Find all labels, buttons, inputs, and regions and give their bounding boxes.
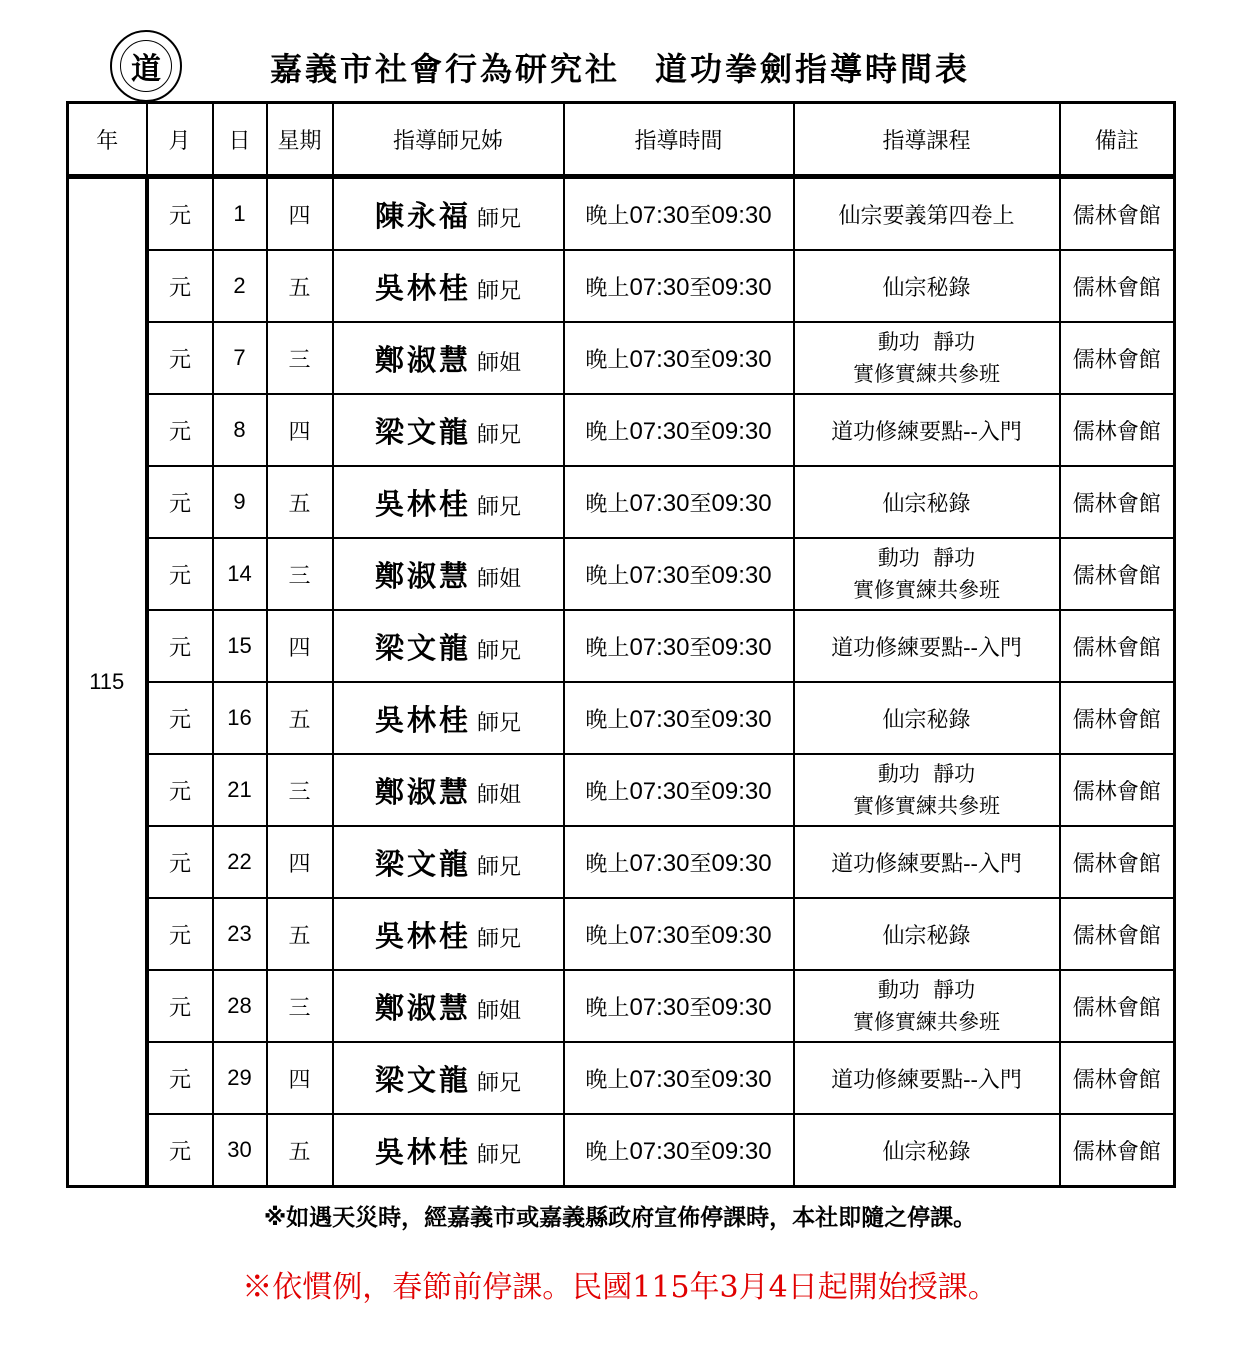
time-prefix: 晚上 [585,923,630,949]
month-cell: 元 [147,538,213,610]
course-cell [794,250,1060,322]
teacher-cell [333,610,564,682]
table-row [68,1042,1175,1114]
teacher-name: 吳林桂 [374,702,471,737]
time-end: 09:30 [711,201,772,229]
time-start: 07:30 [629,705,690,733]
teacher-title: 師兄 [477,1070,522,1096]
time-end: 09:30 [711,345,772,373]
day-cell: 21 [213,754,267,826]
remark-cell: 儒林會館 [1060,610,1175,682]
teacher-title: 師兄 [477,926,522,952]
month-cell: 元 [147,466,213,538]
time-end: 09:30 [711,1065,772,1093]
time-start: 07:30 [629,201,690,229]
time-end: 09:30 [711,849,772,877]
teacher-cell [333,970,564,1042]
weekday-cell: 三 [267,322,333,394]
course-name: 仙宗秘錄 [882,923,971,949]
time-start: 07:30 [629,1137,690,1165]
table-row [68,610,1175,682]
time-prefix: 晚上 [585,1139,630,1165]
table-row [68,754,1175,826]
month-cell: 元 [147,826,213,898]
time-end: 09:30 [711,921,772,949]
remark-cell: 儒林會館 [1060,538,1175,610]
remark-cell: 儒林會館 [1060,970,1175,1042]
remark-cell: 儒林會館 [1060,754,1175,826]
time-separator: 至 [689,347,712,373]
month-cell: 元 [147,610,213,682]
time-prefix: 晚上 [585,1067,630,1093]
time-cell [564,610,794,682]
weekday-cell: 四 [267,394,333,466]
teacher-name: 梁文龍 [374,630,471,665]
month-cell: 元 [147,682,213,754]
column-header-teacher: 指導師兄姊 [333,103,564,177]
course-name: 道功修練要點--入門 [831,635,1022,661]
time-separator: 至 [689,995,712,1021]
schedule-body [68,177,1175,1187]
time-end: 09:30 [711,705,772,733]
notice-holiday: ※依慣例，春節前停課。民國115年3月4日起開始授課。 [242,1270,998,1305]
time-separator: 至 [689,491,712,517]
teacher-title: 師兄 [477,854,522,880]
weekday-cell: 五 [267,1114,333,1187]
column-header-weekday: 星期 [267,103,333,177]
day-cell: 9 [213,466,267,538]
time-start: 07:30 [629,273,690,301]
time-separator: 至 [689,1139,712,1165]
time-cell [564,754,794,826]
teacher-cell [333,826,564,898]
time-start: 07:30 [629,849,690,877]
time-prefix: 晚上 [585,563,630,589]
teacher-cell [333,682,564,754]
course-name: 仙宗要義第四卷上 [838,203,1015,229]
weekday-cell: 四 [267,177,333,251]
time-start: 07:30 [629,417,690,445]
time-prefix: 晚上 [585,995,630,1021]
teacher-name: 梁文龍 [374,846,471,881]
teacher-title: 師兄 [477,638,522,664]
day-cell: 1 [213,177,267,251]
society-logo [110,30,182,102]
weekday-cell: 四 [267,610,333,682]
teacher-title: 師兄 [477,1142,522,1168]
time-end: 09:30 [711,633,772,661]
day-cell: 30 [213,1114,267,1187]
month-cell: 元 [147,1042,213,1114]
time-separator: 至 [689,923,712,949]
time-end: 09:30 [711,273,772,301]
course-cell [794,322,1060,394]
column-header-time: 指導時間 [564,103,794,177]
teacher-name: 吳林桂 [374,918,471,953]
time-start: 07:30 [629,489,690,517]
weekday-cell: 四 [267,1042,333,1114]
time-cell [564,1114,794,1187]
day-cell: 29 [213,1042,267,1114]
course-cell [794,538,1060,610]
course-cell [794,1114,1060,1187]
course-cell [794,394,1060,466]
month-cell: 元 [147,970,213,1042]
remark-cell: 儒林會館 [1060,898,1175,970]
course-cell [794,610,1060,682]
month-cell: 元 [147,322,213,394]
time-cell [564,394,794,466]
table-row [68,177,1175,251]
month-cell: 元 [147,1114,213,1187]
course-cell [794,466,1060,538]
weekday-cell: 四 [267,826,333,898]
remark-cell: 儒林會館 [1060,394,1175,466]
day-cell: 7 [213,322,267,394]
teacher-name: 鄭淑慧 [374,990,471,1025]
time-separator: 至 [689,203,712,229]
teacher-name: 吳林桂 [374,270,471,305]
month-cell: 元 [147,754,213,826]
page-title: 嘉義市社會行為研究社 道功拳劍指導時間表 [269,50,970,88]
table-row [68,394,1175,466]
course-cell [794,1042,1060,1114]
remark-cell: 儒林會館 [1060,826,1175,898]
teacher-title: 師兄 [477,710,522,736]
remark-cell: 儒林會館 [1060,466,1175,538]
time-separator: 至 [689,635,712,661]
teacher-title: 師兄 [477,422,522,448]
table-row [68,538,1175,610]
course-name: 道功修練要點--入門 [831,1067,1022,1093]
month-cell: 元 [147,177,213,251]
course-name: 仙宗秘錄 [882,491,971,517]
course-line-2: 實修實練共參班 [853,578,1000,602]
time-cell [564,1042,794,1114]
course-name: 仙宗秘錄 [882,707,971,733]
teacher-cell [333,177,564,251]
notice-typhoon: ※如遇天災時，經嘉義市或嘉義縣政府宣佈停課時，本社即隨之停課。 [263,1205,977,1231]
weekday-cell: 五 [267,250,333,322]
time-end: 09:30 [711,993,772,1021]
table-header-row [68,103,1175,177]
course-cell [794,898,1060,970]
table-row [68,682,1175,754]
course-cell [794,970,1060,1042]
teacher-cell [333,1114,564,1187]
teacher-name: 梁文龍 [374,414,471,449]
teacher-title: 師兄 [477,494,522,520]
time-separator: 至 [689,563,712,589]
time-separator: 至 [689,779,712,805]
remark-cell: 儒林會館 [1060,322,1175,394]
day-cell: 8 [213,394,267,466]
time-separator: 至 [689,275,712,301]
course-line-1: 動功 靜功 [877,546,976,570]
weekday-cell: 五 [267,466,333,538]
course-line-2: 實修實練共參班 [853,1010,1000,1034]
time-separator: 至 [689,419,712,445]
course-line-1: 動功 靜功 [877,330,976,354]
time-start: 07:30 [629,561,690,589]
teacher-cell [333,466,564,538]
time-separator: 至 [689,707,712,733]
remark-cell: 儒林會館 [1060,250,1175,322]
time-start: 07:30 [629,345,690,373]
day-cell: 22 [213,826,267,898]
time-separator: 至 [689,1067,712,1093]
time-cell [564,682,794,754]
table-row [68,826,1175,898]
month-cell: 元 [147,898,213,970]
time-end: 09:30 [711,777,772,805]
year-cell: 115 [68,177,147,1187]
column-header-year: 年 [68,103,147,177]
time-cell [564,322,794,394]
time-cell [564,466,794,538]
course-cell [794,826,1060,898]
time-cell [564,898,794,970]
teacher-cell [333,898,564,970]
time-prefix: 晚上 [585,491,630,517]
teacher-cell [333,250,564,322]
time-cell [564,250,794,322]
column-header-month: 月 [147,103,213,177]
table-row [68,250,1175,322]
time-prefix: 晚上 [585,419,630,445]
course-name: 道功修練要點--入門 [831,419,1022,445]
teacher-title: 師姐 [477,566,522,592]
teacher-cell [333,322,564,394]
teacher-title: 師兄 [477,206,522,232]
logo-character: 道 [131,52,161,87]
time-prefix: 晚上 [585,275,630,301]
teacher-name: 吳林桂 [374,486,471,521]
teacher-name: 吳林桂 [374,1134,471,1169]
teacher-title: 師兄 [477,278,522,304]
table-row [68,898,1175,970]
time-end: 09:30 [711,417,772,445]
teacher-title: 師姐 [477,782,522,808]
month-cell: 元 [147,250,213,322]
weekday-cell: 三 [267,970,333,1042]
time-cell [564,826,794,898]
course-name: 仙宗秘錄 [882,275,971,301]
teacher-cell [333,394,564,466]
time-end: 09:30 [711,489,772,517]
teacher-name: 鄭淑慧 [374,558,471,593]
course-name: 道功修練要點--入門 [831,851,1022,877]
teacher-name: 梁文龍 [374,1062,471,1097]
remark-cell: 儒林會館 [1060,1114,1175,1187]
day-cell: 2 [213,250,267,322]
time-start: 07:30 [629,633,690,661]
teacher-cell [333,754,564,826]
day-cell: 23 [213,898,267,970]
day-cell: 15 [213,610,267,682]
weekday-cell: 五 [267,898,333,970]
column-header-course: 指導課程 [794,103,1060,177]
day-cell: 28 [213,970,267,1042]
time-start: 07:30 [629,1065,690,1093]
remark-cell: 儒林會館 [1060,177,1175,251]
time-start: 07:30 [629,993,690,1021]
teacher-title: 師姐 [477,350,522,376]
table-row [68,322,1175,394]
month-cell: 元 [147,394,213,466]
time-cell [564,970,794,1042]
column-header-remark: 備註 [1060,103,1175,177]
course-line-1: 動功 靜功 [877,762,976,786]
schedule-table [66,101,1176,1188]
time-prefix: 晚上 [585,707,630,733]
weekday-cell: 三 [267,538,333,610]
time-prefix: 晚上 [585,635,630,661]
time-end: 09:30 [711,561,772,589]
course-line-2: 實修實練共參班 [853,794,1000,818]
course-cell [794,682,1060,754]
teacher-name: 鄭淑慧 [374,774,471,809]
teacher-name: 鄭淑慧 [374,342,471,377]
course-line-1: 動功 靜功 [877,978,976,1002]
time-cell [564,538,794,610]
teacher-name: 陳永福 [374,198,471,233]
day-cell: 16 [213,682,267,754]
time-end: 09:30 [711,1137,772,1165]
weekday-cell: 三 [267,754,333,826]
time-prefix: 晚上 [585,203,630,229]
teacher-cell [333,538,564,610]
time-cell [564,177,794,251]
time-prefix: 晚上 [585,779,630,805]
table-row [68,970,1175,1042]
time-start: 07:30 [629,921,690,949]
course-line-2: 實修實練共參班 [853,362,1000,386]
time-separator: 至 [689,851,712,877]
remark-cell: 儒林會館 [1060,682,1175,754]
weekday-cell: 五 [267,682,333,754]
time-prefix: 晚上 [585,347,630,373]
column-header-day: 日 [213,103,267,177]
table-row [68,1114,1175,1187]
time-start: 07:30 [629,777,690,805]
table-row [68,466,1175,538]
course-name: 仙宗秘錄 [882,1139,971,1165]
teacher-title: 師姐 [477,998,522,1024]
course-cell [794,177,1060,251]
course-cell [794,754,1060,826]
teacher-cell [333,1042,564,1114]
day-cell: 14 [213,538,267,610]
remark-cell: 儒林會館 [1060,1042,1175,1114]
time-prefix: 晚上 [585,851,630,877]
